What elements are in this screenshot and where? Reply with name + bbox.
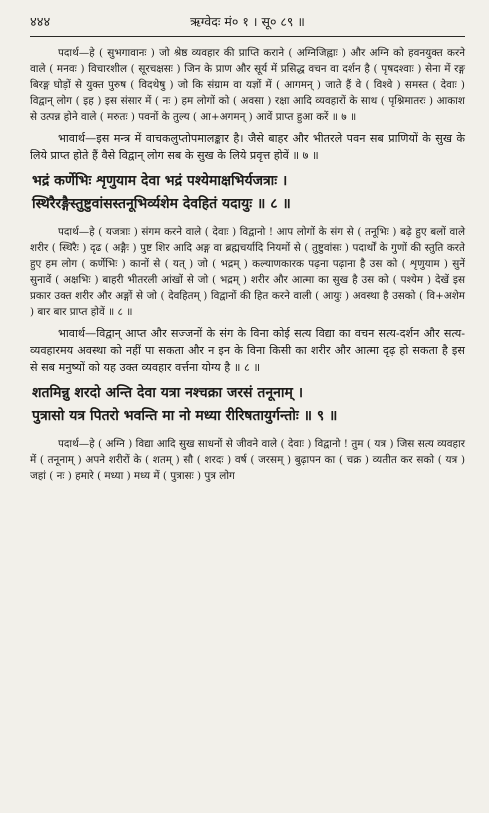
header-rule bbox=[30, 36, 465, 37]
mantra-9-line-1: शतमिन्नु शरदो अन्ति देवा यत्रा नश्चक्रा जरसं तनूनाम् । bbox=[32, 385, 304, 401]
mantra-9 bbox=[30, 382, 465, 428]
page-header bbox=[30, 12, 465, 34]
bhavartha-paragraph-7: भावार्थ—इस मन्त्र में वाचकलुप्तोपमालङ्कार है। जैसे बाहर और भीतरले पवन सब प्राणियों के सुख के लिये प्राप्त होते हैं वैसे विद्वान् लोग सब के सुख के लिये प्रवृत्त होवें ॥ ७ ॥ bbox=[30, 132, 465, 162]
mantra-8 bbox=[30, 170, 465, 216]
mantra-9-line-2: पुत्रासो यत्र पितरो भवन्ति मा नो मध्या रीरिषतायुर्गन्तोः ॥ ९ ॥ bbox=[32, 408, 338, 424]
mantra-8-line-1: भद्रं कर्णेभिः शृणुयाम देवा भद्रं पश्येमाक्षभिर्यजत्राः । bbox=[32, 173, 288, 189]
padartha-paragraph-9: पदार्थ—हे ( अग्नि ) विद्या आदि सुख साधनों से जीवने वाले ( देवाः ) विद्वानो ! तुम ( यत्र ) जिस सत्य व्यवहार में ( तनूनाम् ) अपने शरीरों के ( शतम् ) सौ ( शरदः ) वर्ष ( जरसम् ) बुढ़ापन का ( चक्र ) व्यतीत कर सको ( यत्र ) जहां ( नः ) हमारे ( मध्या ) मध्य में ( पुत्रासः ) पुत्र लोग bbox=[30, 438, 465, 482]
bhavartha-paragraph-8: भावार्थ—विद्वान् आप्त और सज्जनों के संग के विना कोई सत्य विद्या का वचन सत्य-दर्शन और सत्य-व्यवहारमय अवस्था को नहीं पा सकता और न इन के विना किसी का शरीर और आत्मा दृढ़ हो सकता है इस से सब मनुष्यों को यह उक्त व्यवहार वर्त्तना योग्य है ॥ ८ ॥ bbox=[30, 327, 465, 374]
padartha-paragraph-8: पदार्थ—हे ( यजत्राः ) संगम करने वाले ( देवाः ) विद्वानो ! आप लोगों के संग से ( तनूभिः ) बढ़े हुए बलों वाले शरीर ( स्थिरैः ) दृढ ( अङ्गैः ) पुष्ट शिर आदि अङ्ग वा ब्रह्मचर्यादि नियमों से ( तुष्टुवांसः ) पदार्थों के गुणों की स्तुति करते हुए हम लोग ( कर्णेभिः ) कानों से ( यत् ) जो ( भद्रम् ) कल्याणकारक पढ़ना पढ़ाना है उस को ( शृणुयाम ) सुनें सुनावें ( अक्षभिः ) बाहरी भीतरली आंखों से जो ( भद्रम् ) शरीर और आत्मा का सुख है उस को ( पश्येम ) देखें इस प्रकार उक्त शरीर और अङ्गों से जो ( देवहितम् ) विद्वानों की हित करने वाली ( आयुः ) अवस्था है उसको ( वि+अशेम ) बार बार प्राप्त होवें ॥ ८ ॥ bbox=[30, 226, 465, 318]
mantra-8-line-2: स्थिरैरङ्गैस्तुष्टुवांसस्तनूभिर्व्यशेम देवहितं यदायुः ॥ ८ ॥ bbox=[32, 196, 291, 212]
running-title: ऋग्वेदः मं० १ । सू० ८९ ॥ bbox=[190, 14, 305, 29]
padartha-paragraph-7: पदार्थ—हे ( सुभगावानः ) जो श्रेष्ठ व्यवहार की प्राप्ति कराने ( अग्निजिह्वाः ) और अग्नि को हवनयुक्त करने वाले ( मनवः ) विचारशील ( सूरचक्षसः ) जिन के प्राण और सूर्य में प्रसिद्ध वचन वा दर्शन है ( पृषदश्वाः ) सेना में रङ्ग बिरङ्ग घोड़ों से युक्त पुरुष ( विदथेषु ) जो कि संग्राम वा यज्ञों में ( आगमन् ) जाते हैं वे ( विश्वे ) समस्त ( देवाः ) विद्वान् लोग ( इह ) इस संसार में ( नः ) हम लोगों को ( अवसा ) रक्षा आदि व्यवहारों के साथ ( पृश्निमातरः ) आकाश से उत्पन्न होने वाले ( मरुतः ) पवनों के तुल्य ( आ+अगमन् ) आवें प्राप्त हुआ करें ॥ ७ ॥ bbox=[30, 47, 465, 123]
page-number: ४४४ bbox=[30, 15, 51, 30]
